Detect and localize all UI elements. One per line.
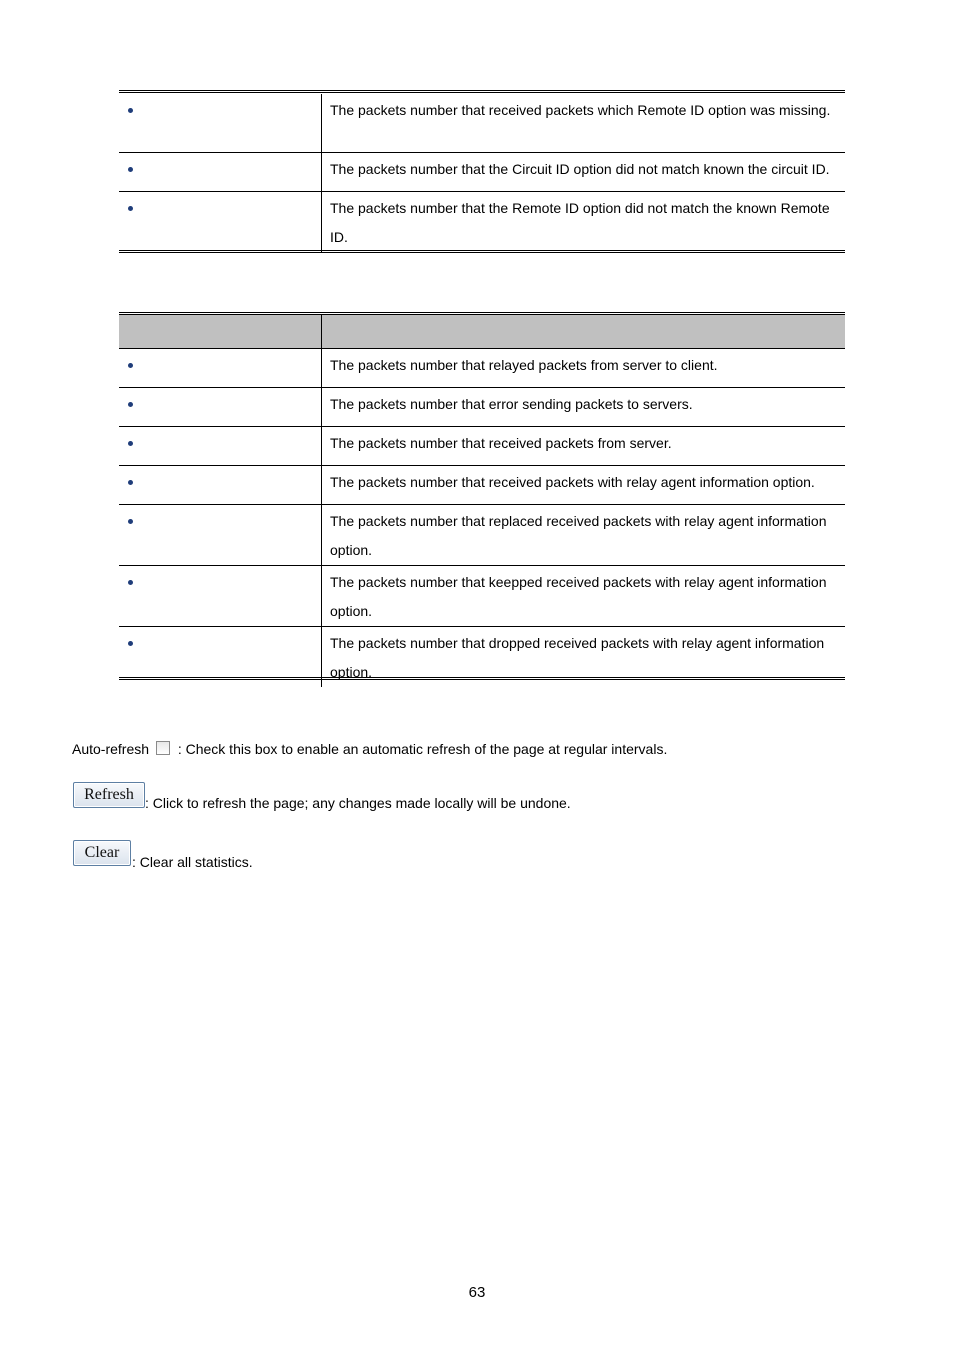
table-row xyxy=(119,466,845,505)
description-cell: The packets number that replaced received packets with relay agent information option. xyxy=(322,505,846,566)
table1-top-rule xyxy=(119,90,845,93)
bullet-icon xyxy=(128,363,133,368)
table1-bottom-rule xyxy=(119,250,845,253)
header-cell xyxy=(322,315,846,349)
description-cell: The packets number that relayed packets from server to client. xyxy=(322,349,846,388)
table1 xyxy=(119,94,845,252)
bullet-icon xyxy=(128,108,133,113)
bullet-cell xyxy=(119,191,322,252)
table-row xyxy=(119,505,845,566)
bullet-icon xyxy=(128,402,133,407)
description-cell: The packets number that received packets from server. xyxy=(322,427,846,466)
bullet-icon xyxy=(128,641,133,646)
page-number: 63 xyxy=(468,1284,486,1301)
bullet-icon xyxy=(128,441,133,446)
table2 xyxy=(119,315,845,687)
header-cell xyxy=(119,315,322,349)
bullet-icon xyxy=(128,167,133,172)
bullet-cell xyxy=(119,566,322,627)
bullet-icon xyxy=(128,580,133,585)
table-row xyxy=(119,427,845,466)
table-row xyxy=(119,388,845,427)
autorefresh-description: : Check this box to enable an automatic refresh of the page at regular intervals. xyxy=(177,741,668,757)
description-cell: The packets number that received packets which Remote ID option was missing. xyxy=(322,94,846,152)
autorefresh-label: Auto-refresh xyxy=(72,741,150,757)
table-header-row xyxy=(119,315,845,349)
description-cell: The packets number that keepped received packets with relay agent information option. xyxy=(322,566,846,627)
table-row xyxy=(119,349,845,388)
description-cell: The packets number that dropped received packets with relay agent information option. xyxy=(330,635,825,680)
bullet-icon xyxy=(128,519,133,524)
refresh-description: : Click to refresh the page; any changes made locally will be undone. xyxy=(145,795,571,811)
table-row xyxy=(119,191,845,252)
description-cell: The packets number that the Circuit ID option did not match known the circuit ID. xyxy=(322,152,846,191)
description-cell: The packets number that error sending packets to servers. xyxy=(322,388,846,427)
table-row xyxy=(119,94,845,152)
bullet-cell xyxy=(119,466,322,505)
autorefresh-line xyxy=(72,741,667,757)
description-cell: The packets number that received packets with relay agent information option. xyxy=(322,466,846,505)
bullet-cell xyxy=(119,152,322,191)
bullet-cell xyxy=(119,505,322,566)
autorefresh-checkbox[interactable] xyxy=(156,741,170,755)
refresh-button[interactable]: Refresh xyxy=(73,782,145,808)
bullet-cell xyxy=(119,94,322,152)
table2-bottom-rule xyxy=(119,677,845,680)
bullet-icon xyxy=(128,480,133,485)
bullet-cell xyxy=(119,388,322,427)
table-row xyxy=(119,566,845,627)
bullet-icon xyxy=(128,206,133,211)
bullet-cell xyxy=(119,427,322,466)
table-row xyxy=(119,152,845,191)
clear-description: : Clear all statistics. xyxy=(132,854,253,870)
clear-button[interactable]: Clear xyxy=(73,840,131,866)
description-cell: The packets number that the Remote ID option did not match the known Remote ID. xyxy=(330,199,830,245)
bullet-cell xyxy=(119,349,322,388)
